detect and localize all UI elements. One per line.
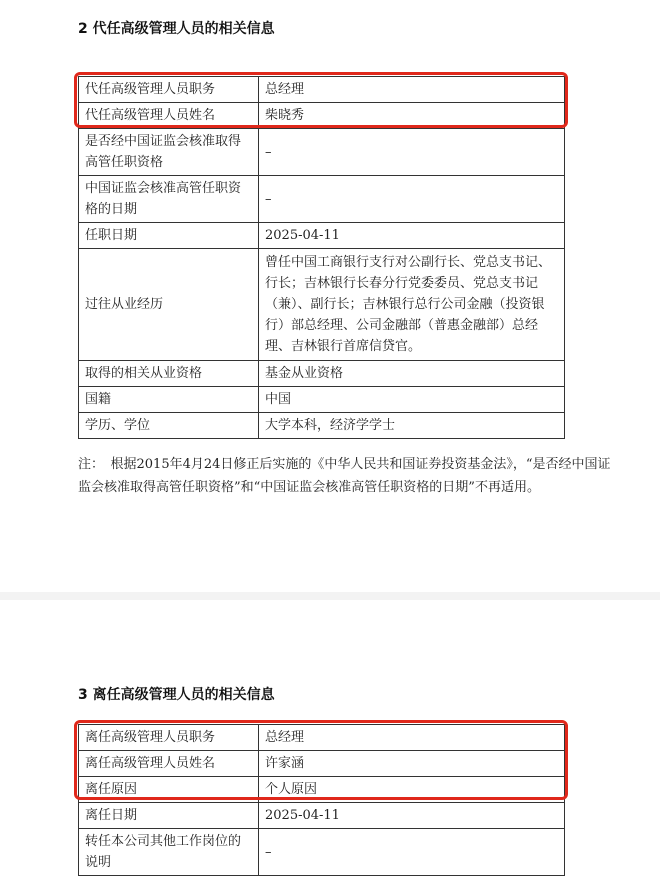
departing-manager-table (78, 724, 565, 876)
table-row (79, 77, 565, 103)
page-separator (0, 592, 660, 600)
table-row (79, 829, 565, 876)
table-row (79, 103, 565, 129)
table-row (79, 361, 565, 387)
table-row (79, 803, 565, 829)
table-row (79, 223, 565, 249)
row-key: 取得的相关从业资格 (79, 361, 259, 387)
row-value: 中国 (259, 387, 565, 413)
row-value: – (259, 176, 565, 223)
table-row (79, 751, 565, 777)
table-row (79, 777, 565, 803)
row-key: 代任高级管理人员职务 (79, 77, 259, 103)
row-value: 柴晓秀 (259, 103, 565, 129)
row-value: 许家涵 (259, 751, 565, 777)
row-key: 中国证监会核准高管任职资格的日期 (79, 176, 259, 223)
row-value: 曾任中国工商银行支行对公副行长、党总支书记、行长；吉林银行长春分行党委委员、党总支书记（兼）、副行长；吉林银行总行公司金融（投资银行）部总经理、公司金融部（普惠金融部）总经理、吉林银行首席信贷官。 (259, 249, 565, 361)
section2-title: 2 代任高级管理人员的相关信息 (78, 21, 275, 37)
row-value: 基金从业资格 (259, 361, 565, 387)
table-row (79, 249, 565, 361)
row-key: 是否经中国证监会核准取得高管任职资格 (79, 129, 259, 176)
section3-title: 3 离任高级管理人员的相关信息 (78, 687, 275, 703)
row-value: 总经理 (259, 77, 565, 103)
row-key: 离任高级管理人员职务 (79, 725, 259, 751)
row-key: 离任原因 (79, 777, 259, 803)
table-row (79, 176, 565, 223)
table-row (79, 413, 565, 439)
row-key: 国籍 (79, 387, 259, 413)
row-key: 转任本公司其他工作岗位的说明 (79, 829, 259, 876)
row-key: 任职日期 (79, 223, 259, 249)
row-key: 过往从业经历 (79, 249, 259, 361)
row-value: 2025-04-11 (259, 223, 565, 249)
row-key: 离任日期 (79, 803, 259, 829)
row-value: – (259, 129, 565, 176)
table-row (79, 725, 565, 751)
row-key: 学历、学位 (79, 413, 259, 439)
row-value: 总经理 (259, 725, 565, 751)
acting-manager-table (78, 76, 565, 439)
row-value: 个人原因 (259, 777, 565, 803)
table-row (79, 387, 565, 413)
table-row (79, 129, 565, 176)
row-value: 大学本科，经济学学士 (259, 413, 565, 439)
row-key: 离任高级管理人员姓名 (79, 751, 259, 777)
footnote: 注： 根据2015年4月24日修正后实施的《中华人民共和国证券投资基金法》，“是否经中国证监会核准取得高管任职资格”和“中国证监会核准高管任职资格的日期”不再适用。 (78, 457, 611, 495)
row-value: – (259, 829, 565, 876)
row-value: 2025-04-11 (259, 803, 565, 829)
row-key: 代任高级管理人员姓名 (79, 103, 259, 129)
